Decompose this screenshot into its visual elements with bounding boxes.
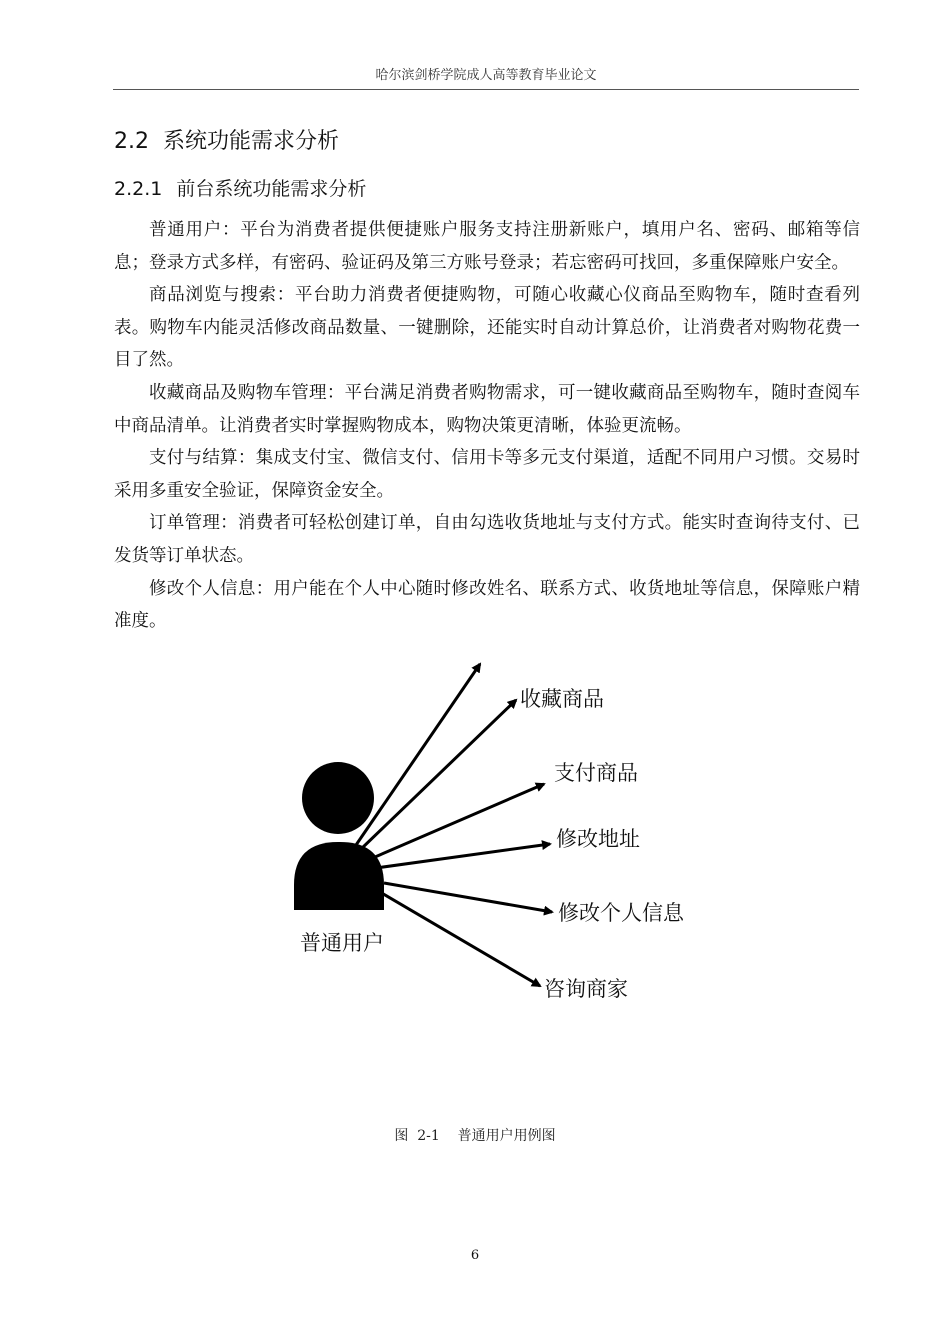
paragraph-profile: 修改个人信息：用户能在个人中心随时修改姓名、联系方式、收货地址等信息，保障账户精准度。 (114, 578, 860, 632)
paragraph-browse-search: 商品浏览与搜索：平台助力消费者便捷购物，可随心收藏心仪商品至购物车，随时查看列表。购物车内能灵活修改商品数量、一键删除，还能实时自动计算总价，让消费者对购物花费一目了然。 (114, 285, 860, 371)
use-case-edit-profile: 修改个人信息 (558, 901, 684, 925)
section-heading (114, 124, 339, 155)
arrow-edit-address (376, 844, 550, 868)
paragraph-payment: 支付与结算：集成支付宝、微信支付、信用卡等多元支付渠道，适配不同用户习惯。交易时采用多重安全验证，保障资金安全。 (114, 448, 860, 501)
paragraph-favorites-cart: 收藏商品及购物车管理：平台满足消费者购物需求，可一键收藏商品至购物车，随时查阅车中商品清单。让消费者实时掌握购物成本，购物决策更清晰，体验更流畅。 (114, 382, 860, 436)
actor-head-icon (302, 762, 374, 834)
arrow-favorite-goods (360, 700, 516, 850)
actor-label: 普通用户 (300, 931, 384, 955)
subsection-number: 2.2.1 (114, 178, 163, 200)
paragraph-user-account: 普通用户：平台为消费者提供便捷账户服务支持注册新账户，填用户名、密码、邮箱等信息；登录方式多样，有密码、验证码及第三方账号登录；若忘密码可找回，多重保障账户安全。 (114, 220, 860, 273)
use-case-favorite-goods: 收藏商品 (520, 687, 604, 711)
use-case-diagram-svg (280, 660, 740, 1020)
use-case-diagram (280, 660, 740, 1020)
use-case-edit-address: 修改地址 (556, 827, 640, 851)
subsection-title: 前台系统功能需求分析 (176, 178, 367, 200)
subsection-heading (114, 174, 366, 201)
body-text (114, 214, 860, 638)
actor-body-icon (294, 842, 384, 910)
use-case-pay-goods: 支付商品 (554, 761, 638, 785)
header-rule (113, 89, 859, 90)
section-title: 系统功能需求分析 (163, 129, 340, 154)
page-number: 6 (470, 1248, 480, 1263)
section-number: 2.2 (114, 129, 149, 154)
page-header: 哈尔滨剑桥学院成人高等教育毕业论文 (375, 68, 597, 83)
use-case-contact-merchant: 咨询商家 (544, 977, 628, 1001)
paragraph-orders: 订单管理：消费者可轻松创建订单，自由勾选收货地址与支付方式。能实时查询待支付、已发货等订单状态。 (114, 513, 860, 566)
figure-caption: 图 2-1 普通用户用例图 (394, 1128, 556, 1144)
